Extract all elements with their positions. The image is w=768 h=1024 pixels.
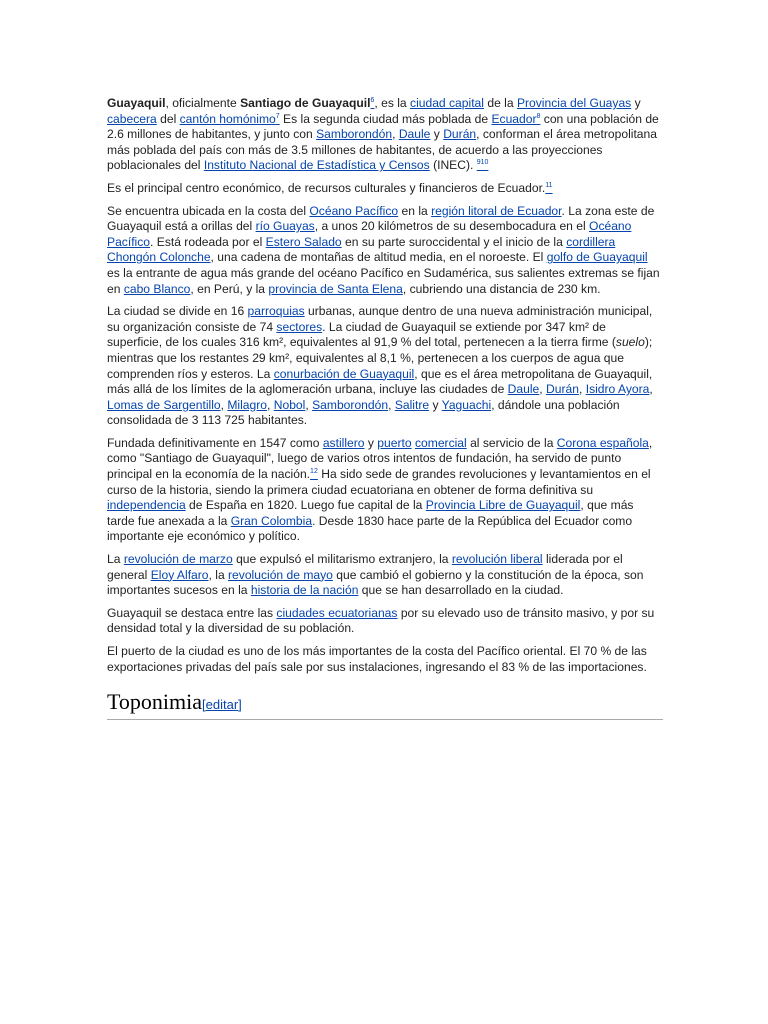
text: en la — [398, 203, 432, 218]
paragraph-revolutions — [107, 552, 663, 599]
link-daule[interactable]: Daule — [507, 382, 540, 397]
text: , conforman el área metropolitana más poblada del país con más de 3.5 millones de habitantes, de acuerdo a las proyecciones poblacionales del — [107, 127, 657, 173]
link-comercial[interactable]: comercial — [414, 435, 467, 450]
link-eloy-alfaro[interactable]: Eloy Alfaro — [150, 567, 209, 582]
text: , como "Santiago de Guayaquil", luego de varios otros intentos de fundación, ha servido de punto principal en la economía de la nación. — [107, 435, 653, 482]
link-santa-elena[interactable]: provincia de Santa Elena — [268, 281, 403, 296]
text: que cambió el gobierno y la constitución de la época, son importantes sucesos en la — [107, 567, 644, 598]
link-cabecera[interactable]: cabecera — [107, 111, 157, 126]
link-historia-nacion[interactable]: historia de la nación — [250, 583, 359, 598]
link-cabo-blanco[interactable]: cabo Blanco — [123, 281, 191, 296]
paragraph-economy — [107, 181, 663, 197]
edit-section — [202, 697, 242, 712]
link-astillero[interactable]: astillero — [322, 435, 365, 450]
bold-term: Guayaquil — [107, 96, 166, 110]
text: El puerto de la ciudad es uno de los más importantes de la costa del Pacífico oriental. El 70 % de las exportaciones privadas del país sale por sus instalaciones, ingresando el 83 % de las importaciones. — [107, 644, 647, 674]
text: y — [631, 96, 641, 110]
text: , — [267, 397, 274, 412]
link-oceano-pacifico[interactable]: Océano Pacífico — [309, 203, 399, 218]
link-cordillera[interactable]: cordillera Chongón Colonche — [107, 234, 616, 265]
link-provincia-libre[interactable]: Provincia Libre de Guayaquil — [425, 498, 581, 513]
text: (INEC). — [429, 158, 477, 173]
text: Ha sido sede de grandes revoluciones y levantamientos en el curso de la historia, siendo la primera ciudad ecuatoriana en obtener de forma definitiva su — [107, 467, 651, 497]
bracket-open: [ — [202, 697, 206, 713]
text: . Está rodeada por el — [150, 234, 266, 249]
bracket-close: ] — [238, 697, 242, 713]
text: Es la segunda ciudad más poblada de — [279, 111, 492, 126]
reference-link[interactable] — [477, 158, 489, 172]
reference-link[interactable] — [545, 181, 552, 195]
link-salitre[interactable]: Salitre — [394, 397, 430, 412]
text: . La zona este de Guayaquil está a orillas del — [107, 203, 655, 234]
text: , — [578, 382, 586, 397]
text: . La ciudad de Guayaquil se extiende por 347 km² de superficie, de los cuales 316 km², equivalentes al 91,9 % del total, pertenecen a la tierra firme ( — [107, 319, 616, 350]
link-duran[interactable]: Durán — [546, 382, 579, 397]
reference-link[interactable] — [310, 467, 318, 481]
text: , la — [208, 567, 229, 582]
text: del — [156, 111, 180, 126]
text: , oficialmente — [165, 96, 241, 110]
link-independencia[interactable]: independencia — [107, 498, 186, 513]
text: en su parte suroccidental y el inicio de la — [341, 234, 567, 249]
link-estero-salado[interactable]: Estero Salado — [265, 234, 342, 249]
link-milagro[interactable]: Milagro — [227, 397, 268, 412]
link-revolucion-marzo[interactable]: revolución de marzo — [123, 552, 233, 567]
link-corona-espanola[interactable]: Corona española — [556, 435, 649, 450]
link-conurbacion[interactable]: conurbación de Guayaquil — [273, 366, 415, 381]
link-ciudades-ecuatorianas[interactable]: ciudades ecuatorianas — [276, 605, 398, 620]
link-inec[interactable]: Instituto Nacional de Estadística y Censos — [203, 158, 430, 173]
paragraph-divisions — [107, 304, 663, 429]
text: y — [429, 397, 442, 412]
text: Es el principal centro económico, de recursos culturales y financieros de Ecuador. — [107, 180, 546, 195]
text: ); mientras que los restantes 29 km², equivalentes al 8,1 %, pertenecen a los cuerpos de agua que comprenden ríos y esteros. La — [107, 335, 653, 381]
text: , — [305, 397, 313, 412]
text: al servicio de la — [466, 435, 557, 450]
text: urbanas, aunque dentro de una nueva administración municipal, su organización consiste de 74 — [107, 304, 653, 334]
text: , — [388, 397, 395, 412]
text: que se han desarrollado en la ciudad. — [358, 583, 564, 598]
text: , una cadena de montañas de altitud media, en el noroeste. El — [210, 250, 547, 265]
text: , es la — [374, 96, 411, 110]
text: , — [539, 382, 547, 397]
text: . Desde 1830 hace parte de la República del Ecuador como importante eje económico y político. — [107, 513, 633, 544]
paragraph-transit — [107, 606, 663, 637]
text: , cubriendo una distancia de 230 km. — [402, 281, 601, 296]
text: , — [220, 397, 228, 412]
section-title: Toponimia — [107, 689, 203, 715]
link-yaguachi[interactable]: Yaguachi — [441, 397, 492, 412]
text: con una población de 2.6 millones de habitantes, y junto con — [107, 111, 659, 142]
ref-number: 7 — [275, 112, 280, 120]
link-gran-colombia[interactable]: Gran Colombia — [230, 513, 313, 528]
text: Guayaquil se destaca entre las — [107, 605, 277, 620]
link-nobol[interactable]: Nobol — [273, 397, 306, 412]
text: es la entrante de agua más grande del océano Pacífico en Sudamérica, sus salientes extremas se fijan en — [107, 265, 660, 296]
italic-term: suelo — [615, 335, 645, 350]
text: de España en 1820. Luego fue capital de la — [185, 498, 426, 513]
link-puerto[interactable]: puerto — [377, 435, 412, 450]
text: La — [107, 552, 124, 567]
text: , — [392, 127, 399, 142]
link-samborondon[interactable]: Samborondón — [312, 397, 389, 412]
link-oceano-pacifico[interactable]: Océano Pacífico — [107, 219, 632, 249]
link-duran[interactable]: Durán — [443, 127, 477, 142]
text: , que más tarde fue anexada a la — [107, 498, 634, 528]
link-lomas-de-sargentillo[interactable]: Lomas de Sargentillo — [107, 397, 221, 412]
text: que expulsó el militarismo extranjero, la — [232, 552, 452, 567]
ref-number: 910 — [476, 159, 489, 167]
link-canton-homonimo[interactable]: cantón homónimo — [179, 111, 276, 126]
ref-number: 8 — [536, 112, 541, 120]
link-parroquias[interactable]: parroquias — [247, 304, 305, 319]
text: , a unos 20 kilómetros de su desembocadura en el — [314, 219, 590, 234]
ref-number: 12 — [310, 468, 318, 476]
link-rio-guayas[interactable]: río Guayas — [255, 219, 315, 234]
text: , en Perú, y la — [190, 281, 269, 296]
link-daule[interactable]: Daule — [398, 127, 431, 142]
link-sectores[interactable]: sectores — [276, 319, 323, 334]
text: Se encuentra ubicada en la costa del — [107, 203, 310, 218]
paragraph-port — [107, 644, 663, 675]
ref-number: 6 — [370, 96, 375, 104]
link-revolucion-mayo[interactable]: revolución de mayo — [228, 567, 333, 582]
bold-term: Santiago de Guayaquil — [240, 96, 371, 110]
paragraph-intro — [107, 96, 663, 174]
link-isidro-ayora[interactable]: Isidro Ayora — [585, 382, 650, 397]
link-ciudad-capital[interactable]: ciudad capital — [410, 96, 484, 110]
paragraph-history — [107, 436, 663, 545]
link-revolucion-liberal[interactable]: revolución liberal — [451, 552, 543, 567]
edit-link[interactable]: editar — [205, 697, 239, 713]
paragraph-geography — [107, 204, 663, 298]
text: , que es el área metropolitana de Guayaquil, más allá de los límites de la aglomeración urbana, incluye las ciudades de — [107, 366, 653, 397]
link-ecuador[interactable]: Ecuador — [491, 111, 537, 126]
text: por su elevado uso de tránsito masivo, y por su densidad total y la diversidad de su población. — [107, 605, 655, 636]
text: Fundada definitivamente en 1547 como — [107, 435, 323, 450]
link-provincia-guayas[interactable]: Provincia del Guayas — [516, 96, 632, 110]
text: liderada por el general — [107, 552, 623, 582]
link-region-litoral[interactable]: región litoral de Ecuador — [431, 203, 562, 218]
text: , dándole una población consolidada de 3 113 725 habitantes. — [107, 397, 620, 428]
text: La ciudad se divide en 16 — [107, 304, 248, 319]
text: , — [649, 382, 653, 397]
text: de la — [483, 96, 517, 110]
link-samborondon[interactable]: Samborondón — [316, 127, 393, 142]
section-heading-toponimia — [107, 689, 663, 720]
text: y — [430, 127, 444, 142]
text: y — [364, 435, 378, 450]
article-body — [107, 96, 663, 720]
link-golfo-guayaquil[interactable]: golfo de Guayaquil — [546, 250, 648, 265]
ref-number: 11 — [545, 181, 553, 189]
